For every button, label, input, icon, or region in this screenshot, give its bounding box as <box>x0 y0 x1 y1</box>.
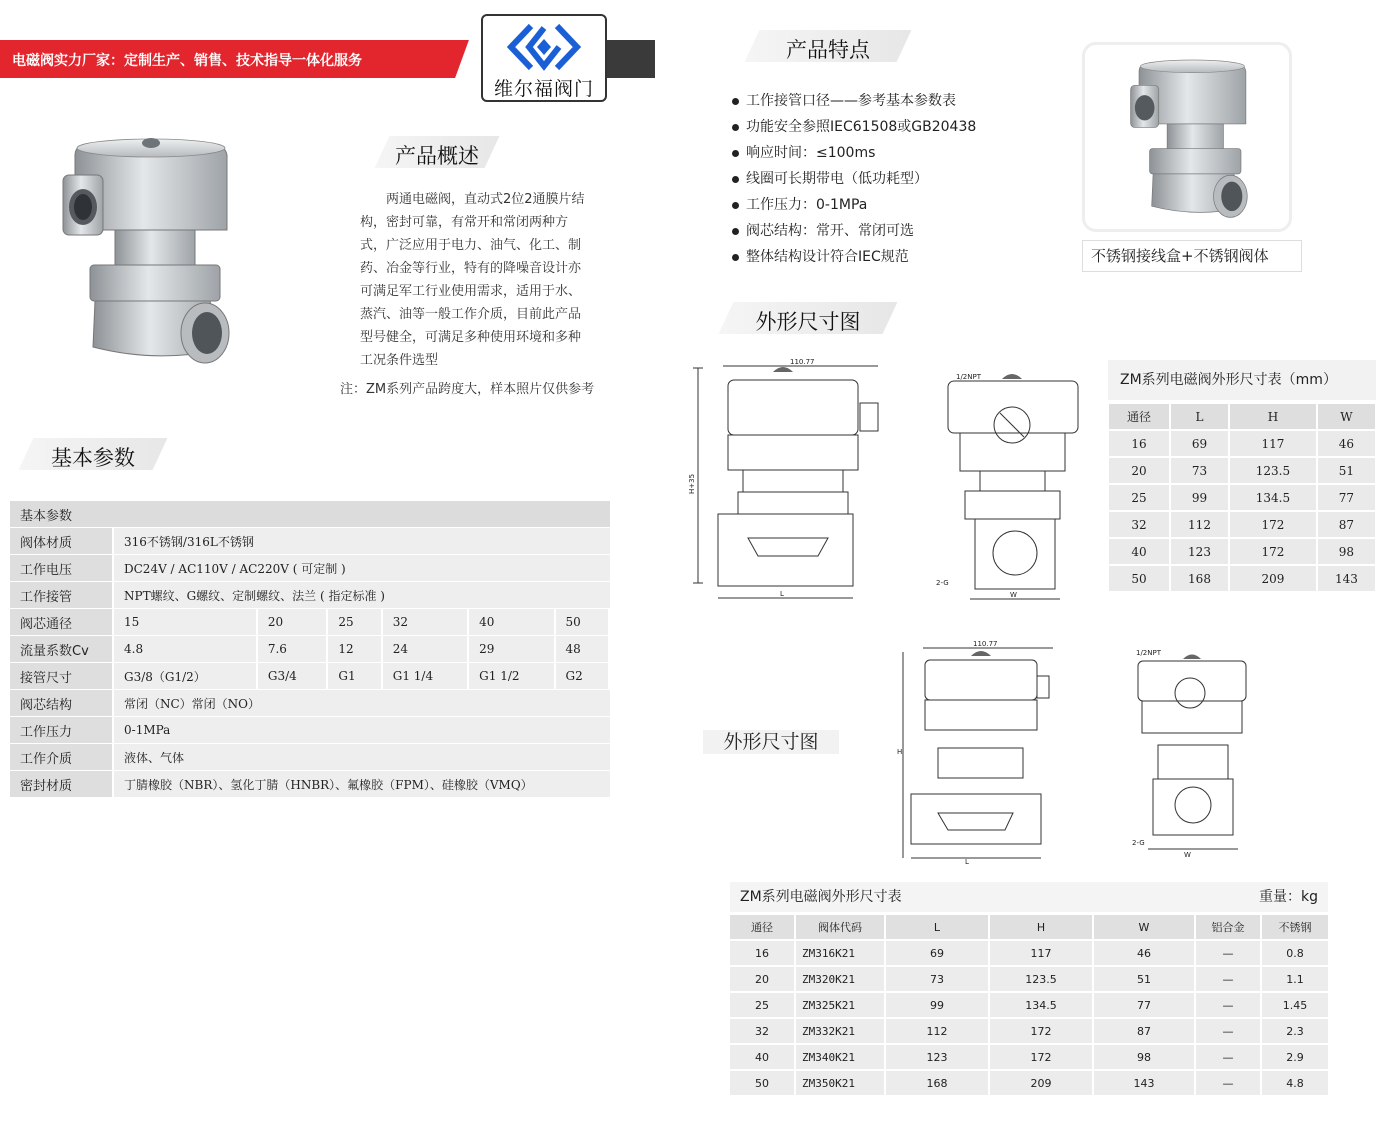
table-cell: ZM320K21 <box>796 967 884 991</box>
table-cell: 168 <box>1171 566 1228 591</box>
list-item: 响应时间：≤100ms <box>732 142 976 168</box>
table-cell: 123.5 <box>1230 458 1316 483</box>
table-cell: 25 <box>730 993 794 1017</box>
dimension-label: L <box>965 858 969 866</box>
table-cell: 46 <box>1094 941 1194 965</box>
param-label: 阀芯结构 <box>10 690 114 716</box>
param-cell: G2 <box>556 663 610 689</box>
table-cell: 77 <box>1318 485 1375 510</box>
param-value: 常闭（NC）常闭（NO） <box>114 690 610 716</box>
table-cell: 87 <box>1318 512 1375 537</box>
table-row <box>730 1019 1328 1043</box>
table-cell: 16 <box>730 941 794 965</box>
param-cell: 15 <box>114 609 258 635</box>
table-row <box>1109 485 1375 510</box>
table-header-cell: 不锈钢 <box>1262 915 1328 939</box>
list-item: 整体结构设计符合IEC规范 <box>732 246 976 272</box>
valve-thumbnail-image <box>1125 53 1255 223</box>
table-cell: 123.5 <box>990 967 1092 991</box>
table-cell: 123 <box>1171 539 1228 564</box>
brand-name: 维尔福阀门 <box>493 78 594 100</box>
table-cell: 99 <box>1171 485 1228 510</box>
weight-unit: 重量：kg <box>1259 889 1318 905</box>
table-header-cell: 铝合金 <box>1196 915 1260 939</box>
table-cell: ZM325K21 <box>796 993 884 1017</box>
table-cell: 73 <box>1171 458 1228 483</box>
table-cell: — <box>1196 1071 1260 1095</box>
overview-heading: 产品概述 <box>368 136 506 168</box>
table-cell: 51 <box>1094 967 1194 991</box>
params-table <box>10 500 610 798</box>
table-header-cell: L <box>886 915 988 939</box>
param-cell: G3/4 <box>258 663 329 689</box>
dimension-label: 110.77 <box>790 358 815 366</box>
table-row <box>730 993 1328 1017</box>
table-row <box>10 717 610 743</box>
table-header-cell: 通径 <box>730 915 794 939</box>
table-row <box>10 501 610 527</box>
table-cell: 50 <box>1109 566 1169 591</box>
outline-drawing-front <box>688 358 888 606</box>
table-cell: — <box>1196 1045 1260 1069</box>
table-cell: 117 <box>990 941 1092 965</box>
table-cell: 0.8 <box>1262 941 1328 965</box>
table-cell: 4.8 <box>1262 1071 1328 1095</box>
table-row <box>1109 566 1375 591</box>
table-cell: 25 <box>1109 485 1169 510</box>
dimension-table <box>1107 402 1377 593</box>
table-cell: 117 <box>1230 431 1316 456</box>
features-list <box>732 90 976 272</box>
table-cell: 172 <box>990 1045 1092 1069</box>
table-cell: — <box>1196 941 1260 965</box>
dimension-label: H <box>897 748 903 756</box>
param-label: 流量系数Cv <box>10 636 114 662</box>
table-cell: 69 <box>886 941 988 965</box>
product-photo-card <box>1082 42 1292 232</box>
table-cell: 1.45 <box>1262 993 1328 1017</box>
table-header-cell: H <box>1230 404 1316 429</box>
table-header-cell: W <box>1318 404 1375 429</box>
table-cell: 32 <box>1109 512 1169 537</box>
param-label: 阀体材质 <box>10 528 114 554</box>
table-row <box>730 1071 1328 1095</box>
table-cell: 168 <box>886 1071 988 1095</box>
table-row <box>730 915 1328 939</box>
param-label: 接管尺寸 <box>10 663 114 689</box>
table-row <box>1109 539 1375 564</box>
table-header-cell: W <box>1094 915 1194 939</box>
param-label: 密封材质 <box>10 771 114 797</box>
list-item: 线圈可长期带电（低功耗型） <box>732 168 976 194</box>
brand-logo[interactable] <box>481 14 607 102</box>
param-cell: 25 <box>328 609 382 635</box>
table-cell: 98 <box>1318 539 1375 564</box>
table-cell: 172 <box>1230 512 1316 537</box>
table-row <box>10 690 610 716</box>
table-cell: 209 <box>990 1071 1092 1095</box>
dimension-table-title: ZM系列电磁阀外形尺寸表（mm） <box>1108 360 1376 400</box>
table-cell: 32 <box>730 1019 794 1043</box>
param-cell: 7.6 <box>258 636 329 662</box>
table-cell: ZM316K21 <box>796 941 884 965</box>
dimension-label: W <box>1010 591 1017 599</box>
param-cell: 12 <box>328 636 382 662</box>
list-item: 阀芯结构：常开、常闭可选 <box>732 220 976 246</box>
table-cell: 134.5 <box>990 993 1092 1017</box>
table-cell: — <box>1196 993 1260 1017</box>
table-row <box>1109 431 1375 456</box>
param-cell: 4.8 <box>114 636 258 662</box>
valve-product-image <box>55 135 240 365</box>
table-cell: 46 <box>1318 431 1375 456</box>
param-label: 阀芯通径 <box>10 609 114 635</box>
param-value: 316不锈钢/316L不锈钢 <box>114 528 610 554</box>
table-cell: 172 <box>1230 539 1316 564</box>
features-heading: 产品特点 <box>738 30 918 62</box>
dimension-label: L <box>780 590 784 598</box>
table-cell: 99 <box>886 993 988 1017</box>
table-cell: 69 <box>1171 431 1228 456</box>
table-row <box>10 744 610 770</box>
table-cell: 50 <box>730 1071 794 1095</box>
table-cell: ZM350K21 <box>796 1071 884 1095</box>
param-cell: G1 1/4 <box>383 663 469 689</box>
table-cell: — <box>1196 1019 1260 1043</box>
param-cell: 29 <box>469 636 555 662</box>
table-row <box>1109 404 1375 429</box>
table-cell: 16 <box>1109 431 1169 456</box>
weight-table <box>728 913 1330 1097</box>
params-table-title: 基本参数 <box>10 501 610 527</box>
table-cell: 112 <box>1171 512 1228 537</box>
param-cell: 48 <box>556 636 610 662</box>
param-label: 工作电压 <box>10 555 114 581</box>
table-cell: 209 <box>1230 566 1316 591</box>
table-row <box>730 1045 1328 1069</box>
photo-caption: 不锈钢接线盒+不锈钢阀体 <box>1082 240 1302 272</box>
dimension-label: 1/2NPT <box>956 373 981 381</box>
table-header-cell: 通径 <box>1109 404 1169 429</box>
table-row <box>10 582 610 608</box>
param-cell: 32 <box>383 609 469 635</box>
table-row <box>10 771 610 797</box>
table-row <box>1109 458 1375 483</box>
table-cell: 73 <box>886 967 988 991</box>
param-value: NPT螺纹、G螺纹、定制螺纹、法兰 ( 指定标准 ) <box>114 582 610 608</box>
outline-drawing-front-2 <box>893 638 1063 868</box>
table-cell: ZM332K21 <box>796 1019 884 1043</box>
banner-slogan: 电磁阀实力厂家：定制生产、销售、技术指导一体化服务 <box>12 53 362 69</box>
table-cell: 40 <box>1109 539 1169 564</box>
outline-drawing-side-2 <box>1128 645 1258 860</box>
outline-heading: 外形尺寸图 <box>712 302 904 334</box>
dimension-label: H+35 <box>688 473 696 494</box>
table-row <box>10 609 610 635</box>
table-cell: 51 <box>1318 458 1375 483</box>
dimension-label: 2-G <box>936 579 949 587</box>
table-row <box>1109 512 1375 537</box>
table-cell: 123 <box>886 1045 988 1069</box>
overview-description: 两通电磁阀，直动式2位2通膜片结构，密封可靠，有常开和常闭两种方式，广泛应用于电力、油气、化工、制药、冶金等行业，特有的降噪音设计亦可满足军工行业使用需求，适用于水、蒸汽、油等一般工作介质，目前此产品型号健全，可满足多种使用环境和多种工况条件选型 <box>360 192 585 368</box>
param-value: DC24V / AC110V / AC220V ( 可定制 ) <box>114 555 610 581</box>
weight-table-title: ZM系列电磁阀外形尺寸表 <box>740 889 902 905</box>
param-label: 工作压力 <box>10 717 114 743</box>
overview-note: 注：ZM系列产品跨度大，样本照片仅供参考 <box>340 382 595 397</box>
table-cell: 112 <box>886 1019 988 1043</box>
param-label: 工作接管 <box>10 582 114 608</box>
table-cell: 134.5 <box>1230 485 1316 510</box>
params-heading: 基本参数 <box>12 438 174 470</box>
param-cell: G3/8（G1/2） <box>114 663 258 689</box>
dimension-label: 2-G <box>1132 839 1145 847</box>
table-cell: 143 <box>1094 1071 1194 1095</box>
table-row <box>10 663 610 689</box>
table-row <box>10 528 610 554</box>
dimension-label: W <box>1184 851 1191 859</box>
param-cell: 40 <box>469 609 555 635</box>
table-cell: 40 <box>730 1045 794 1069</box>
table-header-cell: H <box>990 915 1092 939</box>
table-row <box>730 941 1328 965</box>
list-item: 工作压力：0-1MPa <box>732 194 976 220</box>
param-value: 丁腈橡胶（NBR）、氢化丁腈（HNBR）、氟橡胶（FPM）、硅橡胶（VMQ） <box>114 771 610 797</box>
param-value: 0-1MPa <box>114 717 610 743</box>
list-item: 功能安全参照IEC61508或GB20438 <box>732 116 976 142</box>
dimension-label: 110.77 <box>973 640 998 648</box>
outline-drawing-side <box>930 365 1090 605</box>
table-cell: 98 <box>1094 1045 1194 1069</box>
table-header-cell: 阀体代码 <box>796 915 884 939</box>
outline-heading-2: 外形尺寸图 <box>703 730 839 754</box>
table-cell: 20 <box>1109 458 1169 483</box>
param-cell: 20 <box>258 609 329 635</box>
table-cell: 87 <box>1094 1019 1194 1043</box>
table-row <box>10 636 610 662</box>
table-cell: 20 <box>730 967 794 991</box>
table-header-cell: L <box>1171 404 1228 429</box>
table-cell: 77 <box>1094 993 1194 1017</box>
table-cell: 1.1 <box>1262 967 1328 991</box>
table-row <box>10 555 610 581</box>
table-cell: 2.3 <box>1262 1019 1328 1043</box>
param-cell: G1 <box>328 663 382 689</box>
table-cell: — <box>1196 967 1260 991</box>
param-cell: G1 1/2 <box>469 663 555 689</box>
table-cell: ZM340K21 <box>796 1045 884 1069</box>
param-value: 液体、气体 <box>114 744 610 770</box>
param-cell: 24 <box>383 636 469 662</box>
table-cell: 172 <box>990 1019 1092 1043</box>
weight-table-title-bar <box>730 882 1328 912</box>
table-cell: 2.9 <box>1262 1045 1328 1069</box>
table-row <box>730 967 1328 991</box>
param-label: 工作介质 <box>10 744 114 770</box>
dimension-label: 1/2NPT <box>1136 649 1161 657</box>
param-cell: 50 <box>556 609 610 635</box>
table-cell: 143 <box>1318 566 1375 591</box>
list-item: 工作接管口径——参考基本参数表 <box>732 90 976 116</box>
vwf-logo-icon <box>501 20 587 74</box>
